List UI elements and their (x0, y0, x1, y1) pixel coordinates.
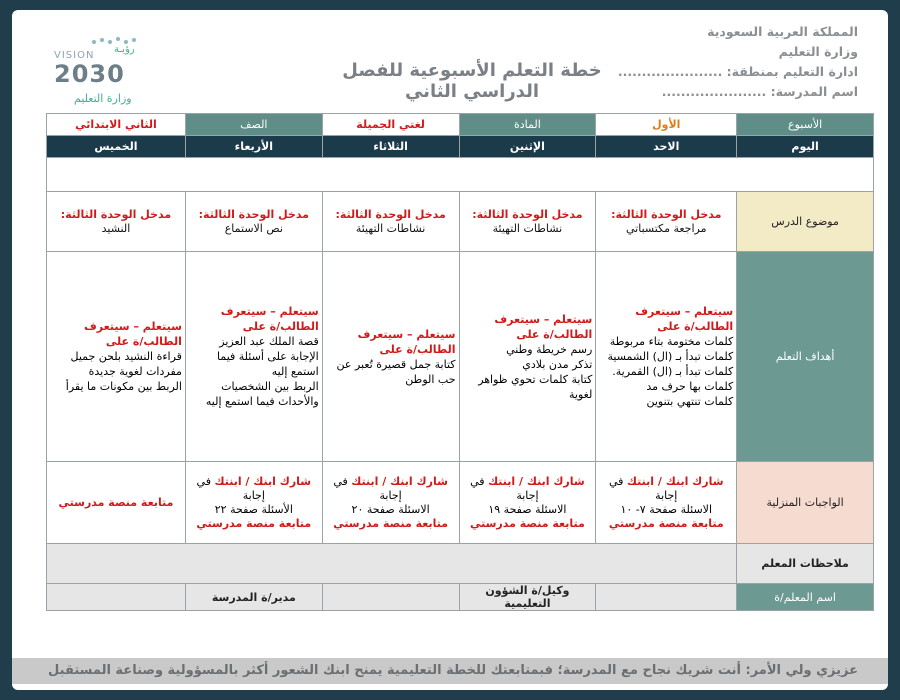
topic-text: نشاطات التهيئة (355, 221, 426, 235)
objectives-row (47, 252, 874, 462)
topic-label: موضوع الدرس (737, 192, 874, 252)
plan-sheet (12, 10, 888, 690)
homework-share-tail: في إجابة (196, 474, 265, 502)
objective-line: كلمات بها حرف مد (646, 380, 734, 393)
region-field: ادارة التعليم بمنطقة: ...................... (617, 64, 858, 79)
spacer-cell (47, 158, 874, 192)
objective-line: الربط بين مكونات ما يقرأ (65, 380, 182, 393)
grade-value: الثاني الابتدائي (47, 114, 186, 136)
objectives-cell (47, 252, 186, 462)
objective-head: سيتعلم – سيتعرف الطالب/ة على (84, 320, 182, 348)
teacher-input[interactable] (596, 584, 737, 611)
topic-text: مراجعة مكتسباتي (625, 221, 707, 235)
topic-unit: مدخل الوحدة الثالثة: (472, 207, 583, 221)
topic-cell (47, 192, 186, 252)
principal-label: مدير/ة المدرسة (185, 584, 322, 611)
topic-unit: مدخل الوحدة الثالثة: (335, 207, 446, 221)
objectives-label: أهداف التعلم (737, 252, 874, 462)
kingdom-name: المملكة العربية السعودية (707, 24, 858, 39)
spacer-row (47, 158, 874, 192)
topic-row (47, 192, 874, 252)
deputy-label: وكيل/ة الشؤون التعليمية (459, 584, 596, 611)
homework-cell (596, 462, 737, 544)
notes-row (47, 544, 874, 584)
topic-unit: مدخل الوحدة الثالثة: (198, 207, 309, 221)
notes-label: ملاحظات المعلم (737, 544, 874, 584)
vision-year: 2030 (54, 60, 125, 88)
homework-share: شارك ابنك / ابنتك (351, 474, 448, 488)
homework-cell (185, 462, 322, 544)
objective-line: كلمات تنتهي بتنوين (646, 395, 734, 408)
homework-platform: متابعة منصة مدرستي (196, 516, 312, 530)
objective-line: تذكر مدن بلادي (522, 357, 593, 371)
day-tuesday: الثلاثاء (322, 136, 459, 158)
topic-cell (459, 192, 596, 252)
homework-share-tail: في إجابة (470, 474, 539, 502)
day-sunday: الاحد (596, 136, 737, 158)
days-row (47, 136, 874, 158)
homework-row (47, 462, 874, 544)
objective-line: رسم خريطة وطني (506, 342, 593, 356)
objective-head: سيتعلم – سيتعرف الطالب/ة على (357, 327, 456, 356)
objective-line: كلمات تبدأ بـ (ال) القمرية. (612, 365, 734, 378)
day-monday: الإثنين (459, 136, 596, 158)
days-label: اليوم (737, 136, 874, 158)
subject-label: المادة (459, 114, 596, 136)
objectives-cell (322, 252, 459, 462)
objective-head: سيتعلم – سيتعرف الطالب/ة على (220, 305, 319, 333)
topic-cell (596, 192, 737, 252)
objective-line: كتابة كلمات تحوي ظواهر لغوية (478, 372, 593, 401)
homework-pages: الاسئلة صفحة ١٩ (488, 502, 567, 516)
objective-line: الربط بين الشخصيات والأحداث فيما استمع إليه (205, 380, 319, 408)
objective-head: سيتعلم – سيتعرف الطالب/ة على (635, 305, 734, 333)
objective-line: كلمات تبدأ بـ (ال) الشمسية (607, 350, 734, 363)
homework-share-tail: في إجابة (333, 474, 402, 502)
objectives-cell (459, 252, 596, 462)
homework-cell (47, 462, 186, 544)
week-value: الأول (596, 114, 737, 136)
objective-line: كتابة جمل قصيرة تُعبر عن حب الوطن (336, 357, 456, 386)
topic-cell (322, 192, 459, 252)
homework-platform: متابعة منصة مدرستي (469, 516, 585, 530)
header-info (618, 22, 858, 102)
page-title: خطة التعلم الأسبوعية للفصل الدراسي الثاني (342, 60, 602, 102)
topic-text: نص الاستماع (224, 221, 283, 235)
objectives-cell (596, 252, 737, 462)
signature-row (47, 584, 874, 611)
logo-ministry: وزارة التعليم (74, 92, 132, 105)
topic-text: النشيد (101, 221, 131, 235)
homework-pages: الأسئلة صفحة ٢٢ (214, 502, 293, 516)
topic-unit: مدخل الوحدة الثالثة: (611, 207, 722, 221)
objectives-cell (185, 252, 322, 462)
homework-share: شارك ابنك / ابنتك (214, 474, 312, 488)
teacher-label: اسم المعلم/ة (737, 584, 874, 611)
parent-footer: عزيزي ولي الأمر: أنت شريك نجاح مع المدرسة؛ فبمتابعتك للخطة التعليمية يمنح ابنك الشعور أكثر بالمسؤولية وصناعة المستقبل (12, 658, 888, 684)
homework-platform: متابعة منصة مدرستي (608, 516, 724, 530)
vision-ar-text: رؤيـة (114, 44, 135, 55)
topic-cell (185, 192, 322, 252)
objective-line: الإجابة على أسئلة فيما استمع إليه (216, 350, 319, 378)
objective-line: كلمات مختومة بتاء مربوطة (609, 335, 734, 348)
objective-line: قراءة النشيد بلحن جميل (70, 350, 182, 363)
objective-line: مفردات لغوية جديدة (88, 365, 182, 378)
homework-share: شارك ابنك / ابنتك (626, 474, 724, 488)
homework-cell (459, 462, 596, 544)
vision-2030-logo (48, 34, 178, 114)
homework-last: متابعة منصة مدرستي (58, 495, 174, 509)
info-row (47, 114, 874, 136)
weekly-plan-table (46, 113, 874, 611)
homework-cell (322, 462, 459, 544)
homework-label: الواجبات المنزلية (737, 462, 874, 544)
subject-value: لغتي الجميلة (322, 114, 459, 136)
objective-head: سيتعلم – سيتعرف الطالب/ة على (494, 312, 593, 341)
school-field: اسم المدرسة: ...................... (661, 84, 858, 99)
homework-pages: الاسئلة صفحة ٧- ١٠ (620, 502, 713, 516)
homework-platform: متابعة منصة مدرستي (333, 516, 449, 530)
day-wednesday: الأربعاء (185, 136, 322, 158)
day-thursday: الخميس (47, 136, 186, 158)
objective-line: قصة الملك عبد العزيز (219, 335, 319, 348)
homework-pages: الاسئلة صفحة ٢٠ (351, 502, 430, 516)
week-label: الأسبوع (737, 114, 874, 136)
deputy-input[interactable] (322, 584, 459, 611)
principal-input[interactable] (47, 584, 186, 611)
homework-share-tail: في إجابة (608, 474, 678, 502)
homework-share: شارك ابنك / ابنتك (488, 474, 585, 488)
topic-unit: مدخل الوحدة الثالثة: (60, 207, 172, 221)
notes-input[interactable] (47, 544, 737, 584)
topic-text: نشاطات التهيئة (492, 221, 563, 235)
vision-text: VISION (54, 50, 95, 61)
grade-label: الصف (185, 114, 322, 136)
ministry-name: وزارة التعليم (778, 44, 858, 59)
